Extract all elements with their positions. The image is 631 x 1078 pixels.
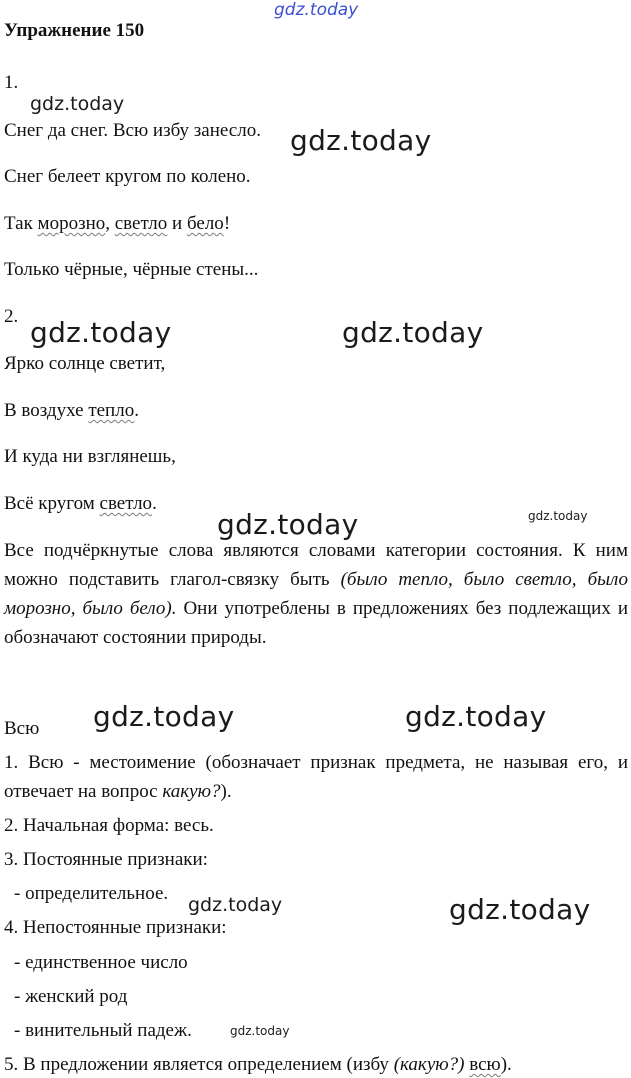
explanation-paragraph: Все подчёркнутые слова являются словами категории состояния. К ним можно подставить глагол-связку быть (было тепло, было светло, было морозно, было бело). Они употреблены в предложениях без подлежащих и обозначают состоянии природы. bbox=[4, 540, 629, 648]
underlined-word: морозно bbox=[37, 213, 106, 234]
watermark: gdz.today bbox=[30, 93, 125, 115]
poem1-number: 1. bbox=[4, 72, 19, 93]
watermark: gdz.today bbox=[230, 1024, 290, 1038]
analysis-word: Всю bbox=[4, 718, 40, 739]
analysis-point-2: 2. Начальная форма: весь. bbox=[4, 815, 214, 836]
watermark: gdz.today bbox=[290, 124, 432, 157]
poem1-line4: Только чёрные, чёрные стены... bbox=[4, 259, 259, 280]
underlined-word: светло bbox=[114, 213, 168, 234]
poem2-line1: Ярко солнце светит, bbox=[4, 353, 166, 374]
underlined-word: светло bbox=[99, 493, 153, 514]
watermark: gdz.today bbox=[528, 509, 588, 523]
watermark: gdz.today bbox=[30, 316, 172, 349]
underlined-word: всю bbox=[469, 1054, 501, 1075]
analysis-point-4a: - единственное число bbox=[14, 952, 188, 973]
underlined-word: бело bbox=[186, 213, 224, 234]
poem2-line2: В воздухе тепло. bbox=[4, 400, 139, 421]
analysis-point-4: 4. Непостоянные признаки: bbox=[4, 917, 227, 938]
exercise-title: Упражнение 150 bbox=[4, 20, 145, 41]
watermark: gdz.today bbox=[188, 894, 283, 916]
poem1-line3: Так морозно, светло и бело! bbox=[4, 213, 231, 234]
poem2-line3: И куда ни взглянешь, bbox=[4, 446, 176, 467]
watermark: gdz.today bbox=[405, 700, 547, 733]
watermark: gdz.today bbox=[217, 508, 359, 541]
poem1-line1: Снег да снег. Всю избу занесло. bbox=[4, 120, 261, 141]
analysis-point-1: 1. Всю - местоимение (обозначает признак предмета, не называя его, и отвечает на вопрос какую?). bbox=[4, 752, 628, 802]
poem2-number: 2. bbox=[4, 306, 19, 327]
watermark: gdz.today bbox=[93, 700, 235, 733]
analysis-point-3: 3. Постоянные признаки: bbox=[4, 849, 208, 870]
poem1-line2: Снег белеет кругом по колено. bbox=[4, 166, 251, 187]
underlined-word: тепло bbox=[88, 400, 135, 421]
analysis-point-5: 5. В предложении является определением (избу (какую?) всю). bbox=[4, 1054, 512, 1075]
analysis-point-3a: - определительное. bbox=[14, 883, 169, 904]
analysis-point-4b: - женский род bbox=[14, 986, 128, 1007]
watermark: gdz.today bbox=[342, 316, 484, 349]
watermark-top: gdz.today bbox=[274, 0, 359, 20]
poem2-line4: Всё кругом светло. bbox=[4, 493, 157, 514]
watermark: gdz.today bbox=[449, 893, 591, 926]
analysis-point-4c: - винительный падеж. bbox=[14, 1020, 192, 1041]
